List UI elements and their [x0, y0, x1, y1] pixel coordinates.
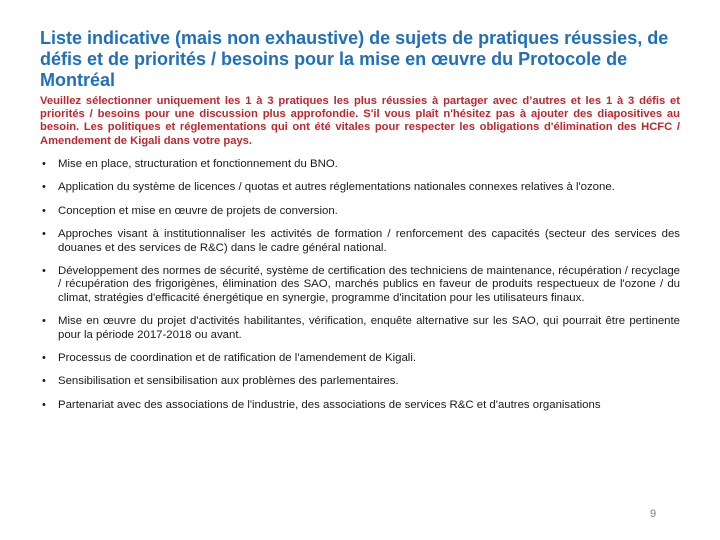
list-item	[40, 315, 680, 342]
list-item	[40, 399, 680, 412]
bullet-icon: •	[42, 315, 46, 328]
bullet-icon: •	[42, 204, 46, 217]
slide-title: Liste indicative (mais non exhaustive) de sujets de pratiques réussies, de défis et de priorités / besoins pour la mise en œuvre du Protocole de Montréal	[40, 28, 669, 90]
list-item-text: Mise en place, structuration et fonctionnement du BNO.	[58, 158, 338, 170]
list-item-text: Application du système de licences / quotas et autres réglementations nationales connexes relatives à l'ozone.	[58, 181, 615, 194]
list-item	[40, 181, 680, 194]
bullet-icon: •	[42, 352, 46, 365]
list-item	[40, 205, 680, 218]
bullet-icon: •	[42, 375, 46, 388]
list-item	[40, 265, 680, 305]
instructions-text: Veuillez sélectionner uniquement les 1 à 3 pratiques les plus réussies à partager avec d’autres et les 1 à 3 défis et priorités / besoins pour une discussion plus approfondie. S'il vous plaît n'hésitez pas à ajouter des diapositives au besoin. Les politiques et réglementations qui ont été vitales pour respecter les obligations d'élimination des HCFC / Amendement de Kigali dans votre pays.	[40, 95, 680, 147]
topics-list	[40, 158, 680, 422]
list-item	[40, 228, 680, 255]
list-item-text: Conception et mise en œuvre de projets de conversion.	[58, 204, 338, 217]
bullet-icon: •	[42, 228, 46, 241]
list-item	[40, 158, 680, 171]
list-item-text: Développement des normes de sécurité, système de certification des techniciens de maintenance, récupération / recyclage / récupération des frigorigènes, élimination des SAO, marchés publics en faveur de produits respectueux de l'ozone / du climat, stratégies d'efficacité énergétique en synergie, programme d'incitation pour les utilisateurs finaux.	[58, 265, 680, 304]
list-item-text: Processus de coordination et de ratification de l'amendement de Kigali.	[58, 352, 417, 365]
bullet-icon: •	[42, 265, 46, 278]
page-number: 9	[650, 508, 657, 520]
list-item-text: Approches visant à institutionnaliser les activités de formation / renforcement des capacités (secteur des services des douanes et des services de R&C) dans le cadre général national.	[58, 228, 680, 254]
list-item	[40, 352, 680, 365]
list-item-text: Mise en œuvre du projet d'activités habilitantes, vérification, enquête alternative sur les SAO, qui pourrait être pertinente pour la période 2017-2018 ou avant.	[58, 315, 680, 341]
list-item-text: Partenariat avec des associations de l'industrie, des associations de services R&C et d'autres organisations	[58, 398, 601, 411]
bullet-icon: •	[42, 158, 46, 170]
list-item	[40, 375, 680, 388]
bullet-icon: •	[42, 398, 46, 411]
list-item-text: Sensibilisation et sensibilisation aux problèmes des parlementaires.	[58, 375, 399, 388]
bullet-icon: •	[42, 181, 46, 194]
